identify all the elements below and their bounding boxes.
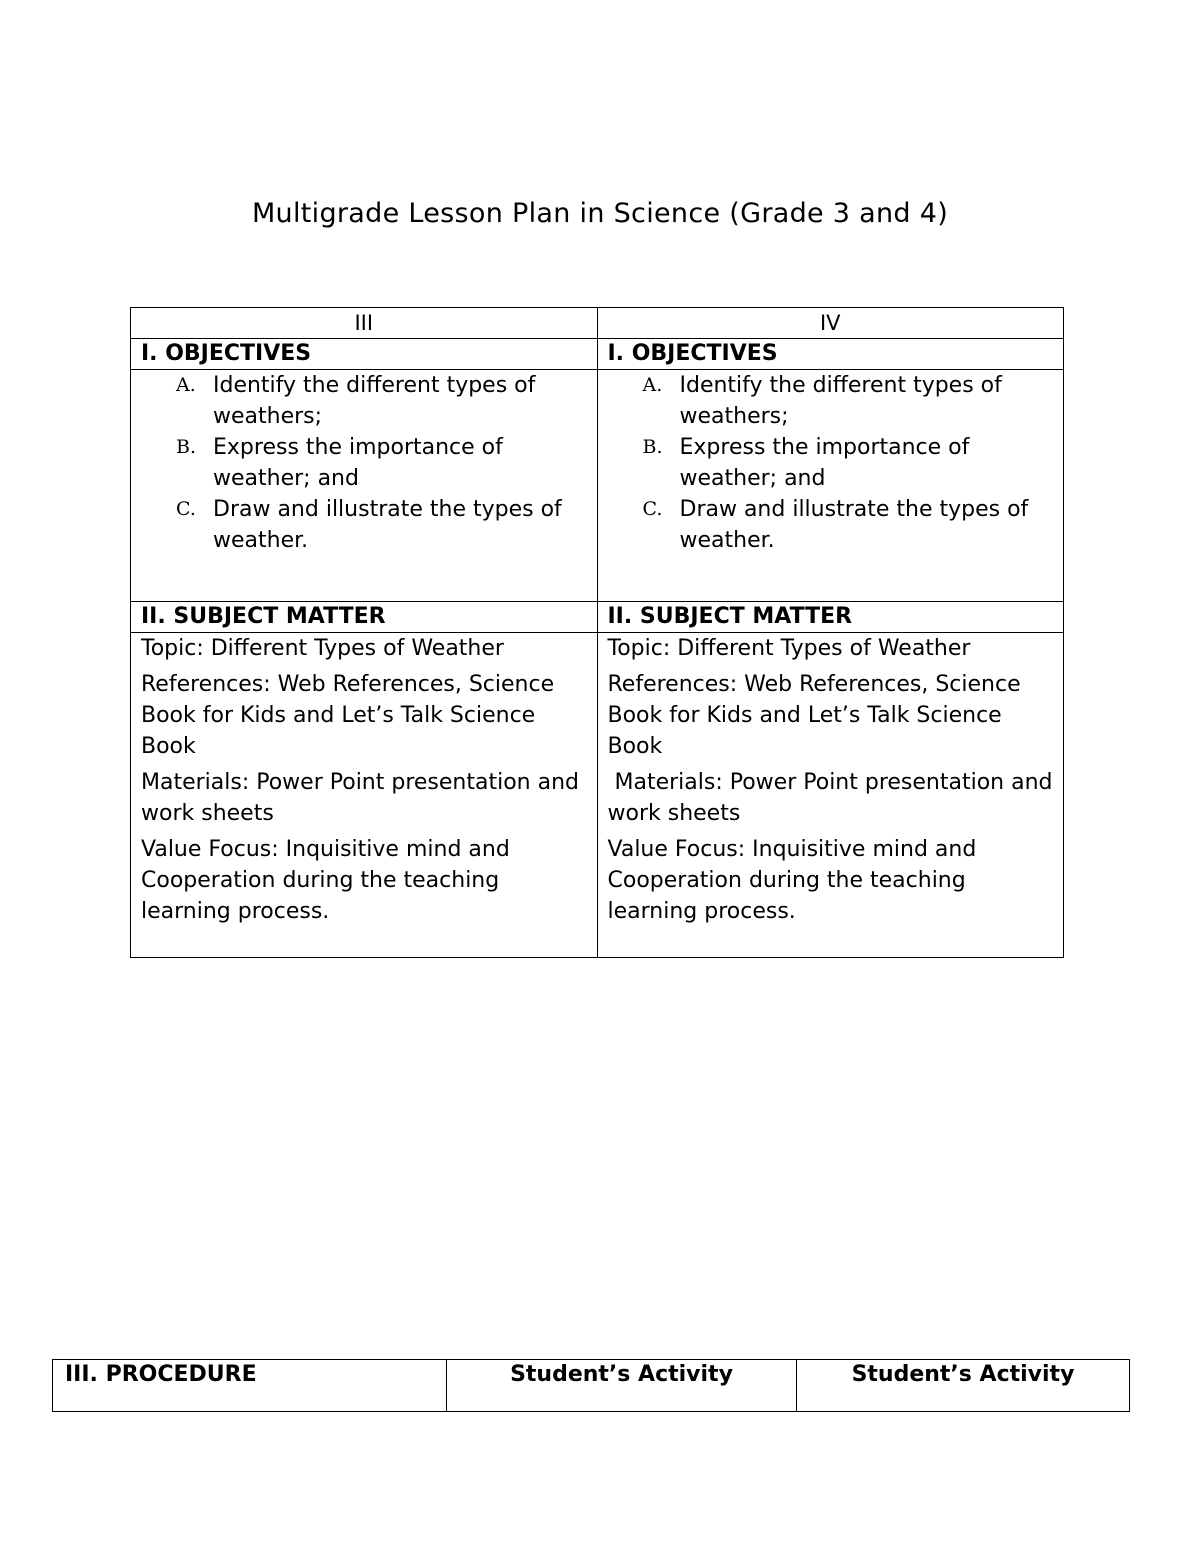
subject-heading-row [131, 602, 1064, 633]
objectives-cell-grade-4 [597, 370, 1064, 602]
value-focus-text: Value Focus: Inquisitive mind and Cooperation during the teaching learning process. [141, 837, 510, 924]
objectives-list [598, 370, 1064, 556]
objectives-row [131, 370, 1064, 602]
objective-text: Identify the different types of weathers; [679, 373, 1002, 429]
subject-matter-cell-grade-3 [131, 633, 598, 958]
objective-text: Identify the different types of weathers; [213, 373, 536, 429]
objective-item [131, 432, 597, 494]
subject-matter-row [131, 633, 1064, 958]
value-focus-text: Value Focus: Inquisitive mind and Cooperation during the teaching learning process. [607, 837, 977, 924]
objective-item [598, 432, 1064, 494]
list-marker: C. [176, 498, 196, 520]
subject-heading-grade-3: II. SUBJECT MATTER [131, 602, 598, 633]
list-marker: A. [176, 374, 196, 396]
objective-item [131, 494, 597, 556]
grade-4-header: IV [597, 308, 1064, 339]
students-activity-header: Student’s Activity [797, 1360, 1130, 1412]
objectives-list [131, 370, 597, 556]
objective-text: Draw and illustrate the types of weather. [213, 497, 562, 553]
objectives-cell-grade-3 [131, 370, 598, 602]
subject-heading-grade-4: II. SUBJECT MATTER [597, 602, 1064, 633]
references-text: References: Web References, Science Book for Kids and Let’s Talk Science Book [141, 672, 555, 759]
grade-3-header: III [131, 308, 598, 339]
lesson-plan-table [130, 307, 1064, 958]
page-title: Multigrade Lesson Plan in Science (Grade 3 and 4) [251, 198, 949, 229]
students-activity-header: Student’s Activity [447, 1360, 797, 1412]
list-marker: B. [642, 436, 663, 458]
procedure-table [52, 1359, 1130, 1412]
procedure-header-row [53, 1360, 1130, 1412]
references-text: References: Web References, Science Book for Kids and Let’s Talk Science Book [607, 672, 1021, 759]
procedure-heading: III. PROCEDURE [53, 1360, 447, 1412]
list-marker: A. [642, 374, 663, 396]
subject-matter-cell-grade-4 [597, 633, 1064, 958]
grade-row [131, 308, 1064, 339]
list-marker: B. [176, 436, 197, 458]
objectives-heading-grade-4: I. OBJECTIVES [597, 339, 1064, 370]
objectives-heading-row [131, 339, 1064, 370]
objective-text: Express the importance of weather; and [213, 435, 503, 491]
topic-text: Topic: Different Types of Weather [607, 636, 971, 661]
objective-item [131, 370, 597, 432]
materials-text: Materials: Power Point presentation and work sheets [607, 770, 1060, 826]
materials-text: Materials: Power Point presentation and work sheets [141, 770, 580, 826]
objectives-heading-grade-3: I. OBJECTIVES [131, 339, 598, 370]
list-marker: C. [642, 498, 663, 520]
topic-text: Topic: Different Types of Weather [141, 636, 504, 661]
objective-text: Draw and illustrate the types of weather. [679, 497, 1029, 553]
objective-item [598, 370, 1064, 432]
objective-text: Express the importance of weather; and [679, 435, 970, 491]
objective-item [598, 494, 1064, 556]
